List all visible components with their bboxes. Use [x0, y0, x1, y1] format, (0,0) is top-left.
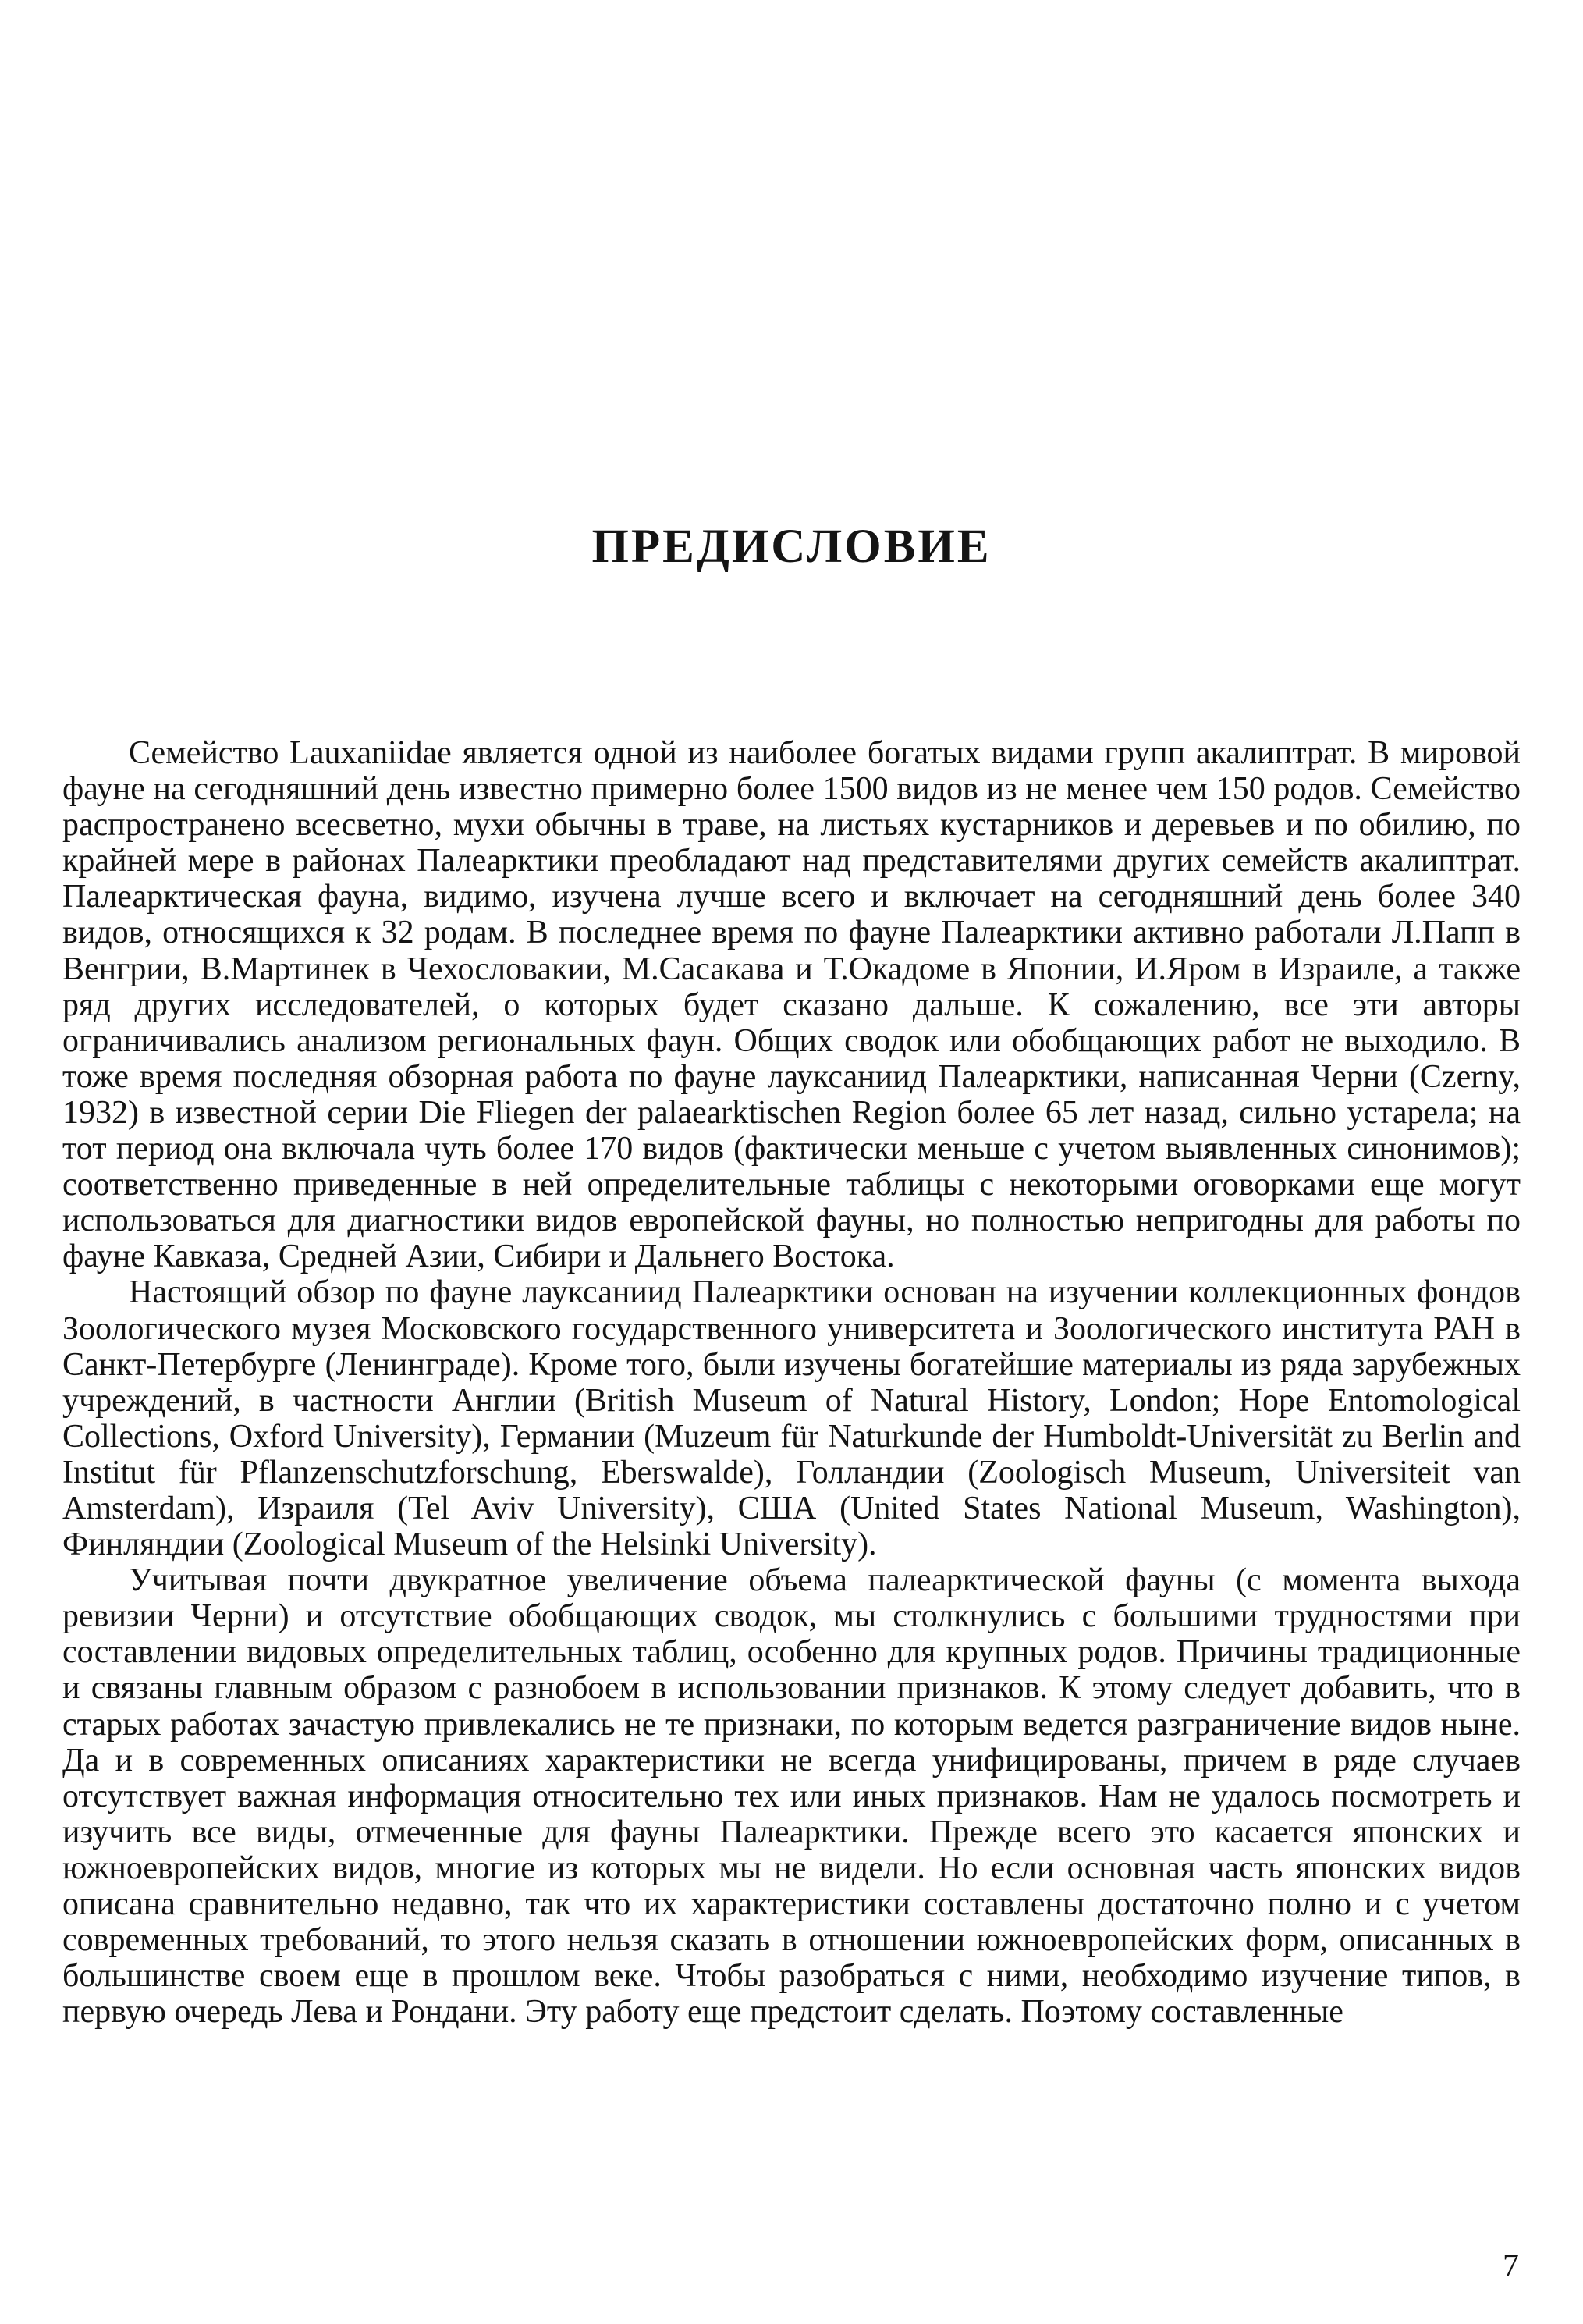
page-number: 7 — [1503, 2248, 1519, 2284]
page-title: ПРЕДИСЛОВИЕ — [591, 521, 992, 573]
paragraph-3: Учитывая почти двукратное увеличение объема палеарктической фауны (с момента выхода ревизии Черни) и отсутствие обобщающих сводок, мы столкнулись с большими трудностями при составлении видовых определительных таблиц, особенно для крупных родов. Причины традиционные и связаны главным образом с разнобоем в использовании признаков. К этому следует добавить, что в старых работах зачастую привлекались не те признаки, по которым ведется разграничение видов ныне. Да и в современных описаниях характеристики не всегда унифицированы, причем в ряде случаев отсутствует важная информация относительно тех или иных признаков. Нам не удалось посмотреть и изучить все виды, отмеченные для фауны Палеарктики. Прежде всего это касается японских и южноевропейских видов, многие из которых мы не видели. Но если основная часть японских видов описана сравнительно недавно, так что их характеристики составлены достаточно полно и с учетом современных требований, то этого нельзя сказать в отношении южноевропейских форм, описанных в большинстве своем еще в прошлом веке. Чтобы разобраться с ними, необходимо изучение типов, в первую очередь Лева и Рондани. Эту работу еще предстоит сделать. Поэтому составленные — [62, 1562, 1521, 2031]
paragraph-1: Семейство Lauxaniidae является одной из наиболее богатых видами групп акалиптрат. В мировой фауне на сегодняшний день известно примерно более 1500 видов из не менее чем 150 родов. Семейство распространено всесветно, мухи обычны в траве, на листьях кустарников и деревьев и по обилию, по крайней мере в районах Палеарктики преобладают над представителями других семейств акалиптрат. Палеарктическая фауна, видимо, изучена лучше всего и включает на сегодняшний день более 340 видов, относящихся к 32 родам. В последнее время по фауне Палеарктики активно работали Л.Папп в Венгрии, В.Мартинек в Чехословакии, М.Сасакава и Т.Окадоме в Японии, И.Яром в Израиле, а также ряд других исследователей, о которых будет сказано дальше. К сожалению, все эти авторы ограничивались анализом региональных фаун. Общих сводок или обобщающих работ не выходило. В тоже время последняя обзорная работа по фауне лауксаниид Палеарктики, написанная Черни (Czerny, 1932) в известной серии Die Fliegen der palaearktischen Region более 65 лет назад, сильно устарела; на тот период она включала чуть более 170 видов (фактически меньше с учетом выявленных синонимов); соответственно приведенные в ней определительные таблицы с некоторыми оговорками еще могут использоваться для диагностики видов европейской фауны, но полностью непригодны для работы по фауне Кавказа, Средней Азии, Сибири и Дальнего Востока. — [62, 735, 1521, 1275]
body-text — [62, 735, 1521, 2030]
paragraph-2: Настоящий обзор по фауне лауксаниид Палеарктики основан на изучении коллекционных фондов Зоологического музея Московского государственного университета и Зоологического института РАН в Санкт-Петербурге (Ленинграде). Кроме того, были изучены богатейшие материалы из ряда зарубежных учреждений, в частности Англии (British Museum of Natural History, London; Hope Entomological Collections, Oxford University), Германии (Muzeum für Naturkunde der Humboldt-Universität zu Berlin and Institut für Pflanzenschutzforschung, Eberswalde), Голландии (Zoologisch Museum, Universiteit van Amsterdam), Израиля (Tel Aviv University), США (United States National Museum, Washington), Финляндии (Zoological Museum of the Helsinki University). — [62, 1274, 1521, 1563]
